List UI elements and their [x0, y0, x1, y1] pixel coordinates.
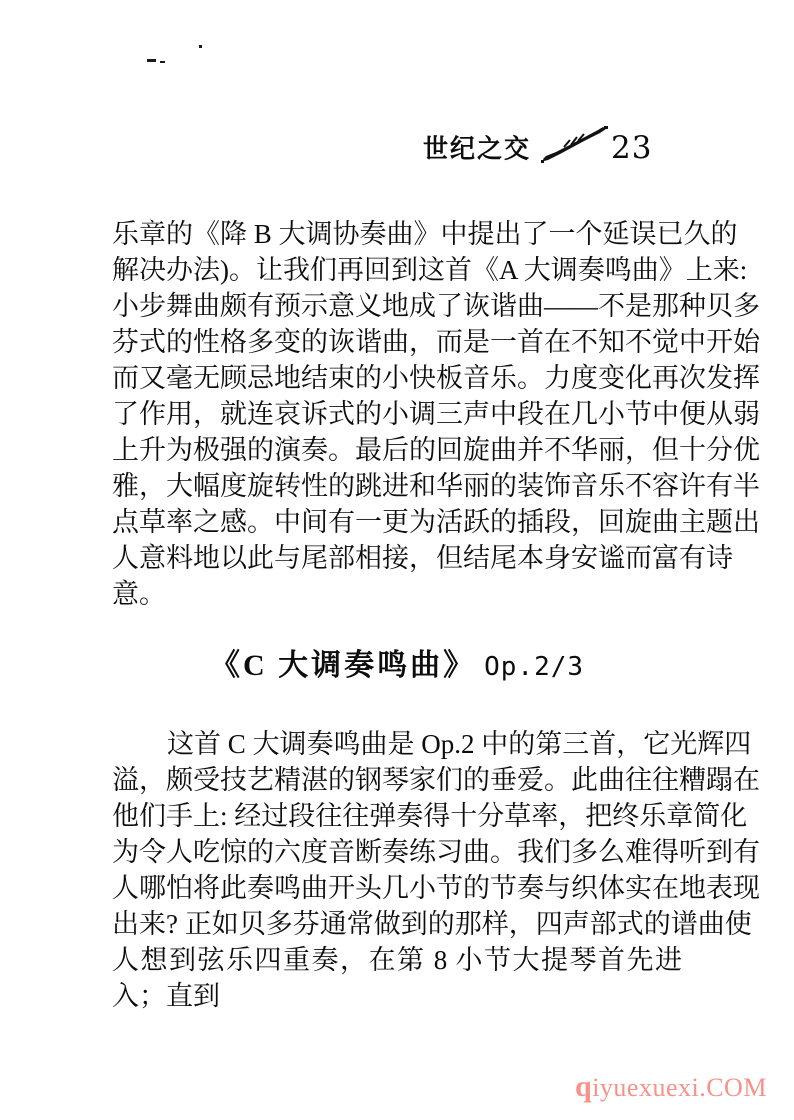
- text-line: 溢，颇受技艺精湛的钢琴家们的垂爱。此曲往往糟蹋在: [112, 765, 760, 795]
- text-line: 芬式的性格多变的诙谐曲，而是一首在不知不觉中开始: [112, 327, 760, 357]
- scan-artifact: [147, 59, 156, 62]
- paragraph-1: [112, 216, 760, 612]
- text-line: 人想到弦乐四重奏，在第 8 小节大提琴首先进入；直到: [112, 945, 682, 1011]
- text-line: 点草率之感。中间有一更为活跃的插段，回旋曲主题出: [112, 507, 760, 537]
- watermark-initial: q: [575, 1070, 593, 1103]
- text-line: 人意料地以此与尾部相接，但结尾本身安谧而富有诗: [112, 543, 733, 573]
- running-title: 世纪之交: [423, 135, 532, 164]
- opus-number: Op.2/3: [484, 652, 585, 682]
- page-number: 23: [611, 130, 653, 166]
- text-line: 上升为极强的演奏。最后的回旋曲并不华丽，但十分优: [112, 435, 760, 465]
- text-line: 意。: [112, 579, 166, 609]
- scan-artifact: [199, 45, 202, 48]
- text-line: 他们手上: 经过段往往弹奏得十分草率，把终乐章简化: [112, 801, 748, 831]
- watermark-text: iyuexuexi.COM: [592, 1073, 767, 1102]
- sonata-title: 《C 大调奏鸣曲》: [209, 649, 477, 682]
- text-line: 小步舞曲颇有预示意义地成了诙谐曲——不是那种贝多: [112, 291, 760, 321]
- text-line: 乐章的《降 B 大调协奏曲》中提出了一个延误已久的: [112, 219, 738, 249]
- text-line: 出来? 正如贝多芬通常做到的那样，四声部式的谱曲使: [112, 909, 752, 939]
- text-line: 为令人吃惊的六度音断奏练习曲。我们多么难得听到有: [112, 837, 760, 867]
- site-watermark: [575, 1070, 767, 1104]
- pen-flourish-icon: [540, 125, 618, 170]
- text-line: 这首 C 大调奏鸣曲是 Op.2 中的第三首，它光辉四: [167, 729, 752, 759]
- text-line: 了作用，就连哀诉式的小调三声中段在几小节中便从弱: [112, 399, 760, 429]
- scan-artifact: [160, 61, 165, 63]
- text-line: 人哪怕将此奏鸣曲开头几小节的节奏与织体实在地表现: [112, 873, 760, 903]
- text-line: 雅，大幅度旋转性的跳进和华丽的装饰音乐不容许有半: [112, 471, 760, 501]
- paragraph-2: [112, 726, 760, 1011]
- text-line: 而又毫无顾忌地结束的小快板音乐。力度变化再次发挥: [112, 363, 760, 393]
- text-line: 解决办法)。让我们再回到这首《A 大调奏鸣曲》上来:: [112, 255, 748, 285]
- section-heading: [112, 645, 682, 687]
